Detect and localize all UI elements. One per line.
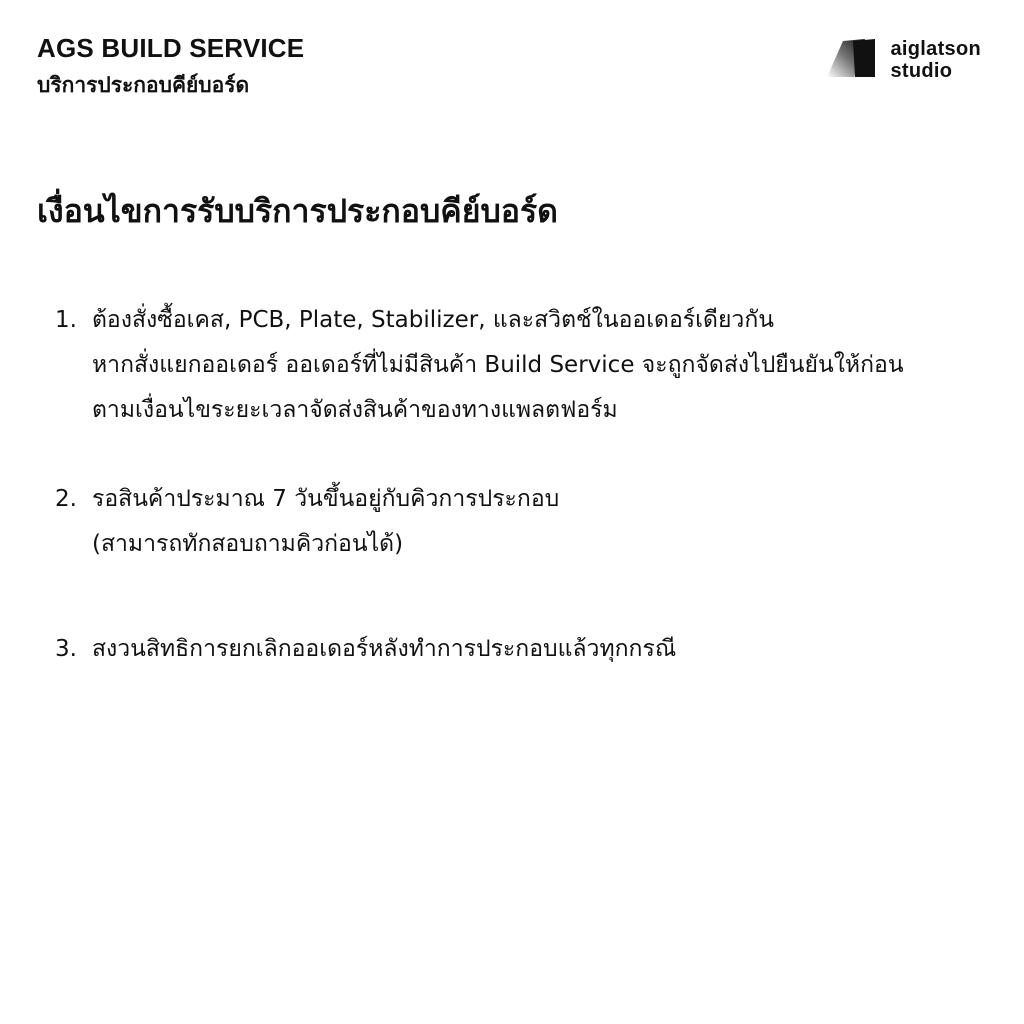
condition-line: รอสินค้าประมาณ 7 วันขึ้นอยู่กับคิวการประกอบ — [92, 486, 560, 512]
page-title: เงื่อนไขการรับบริการประกอบคีย์บอร์ด — [37, 192, 558, 230]
condition-item — [55, 477, 1005, 567]
condition-line: ตามเงื่อนไขระยะเวลาจัดส่งสินค้าของทางแพลตฟอร์ม — [92, 397, 618, 423]
brand-title: AGS BUILD SERVICE — [37, 33, 305, 63]
conditions-list — [55, 298, 1005, 672]
condition-number: 3. — [55, 636, 77, 662]
condition-line: สงวนสิทธิการยกเลิกออเดอร์หลังทำการประกอบแล้วทุกกรณี — [92, 636, 677, 662]
condition-item — [55, 627, 1005, 672]
aiglatson-studio-logo-icon — [825, 37, 891, 83]
logo-wordmark — [891, 38, 982, 82]
condition-number: 2. — [55, 486, 77, 512]
brand-header — [37, 32, 304, 100]
logo-line-2: studio — [890, 60, 953, 82]
condition-line: ต้องสั่งซื้อเคส, PCB, Plate, Stabilizer, และสวิตช์ในออเดอร์เดียวกัน — [92, 307, 774, 333]
condition-number: 1. — [55, 307, 77, 333]
brand-subtitle: บริการประกอบคีย์บอร์ด — [37, 73, 250, 97]
logo — [825, 37, 982, 83]
condition-text — [92, 298, 904, 433]
condition-item — [55, 298, 1005, 433]
condition-line: หากสั่งแยกออเดอร์ ออเดอร์ที่ไม่มีสินค้า Build Service จะถูกจัดส่งไปยืนยันให้ก่อน — [92, 352, 904, 378]
logo-line-1: aiglatson — [890, 38, 981, 60]
condition-text — [92, 627, 676, 672]
condition-text — [92, 477, 559, 567]
condition-line: (สามารถทักสอบถามคิวก่อนได้) — [92, 531, 404, 557]
